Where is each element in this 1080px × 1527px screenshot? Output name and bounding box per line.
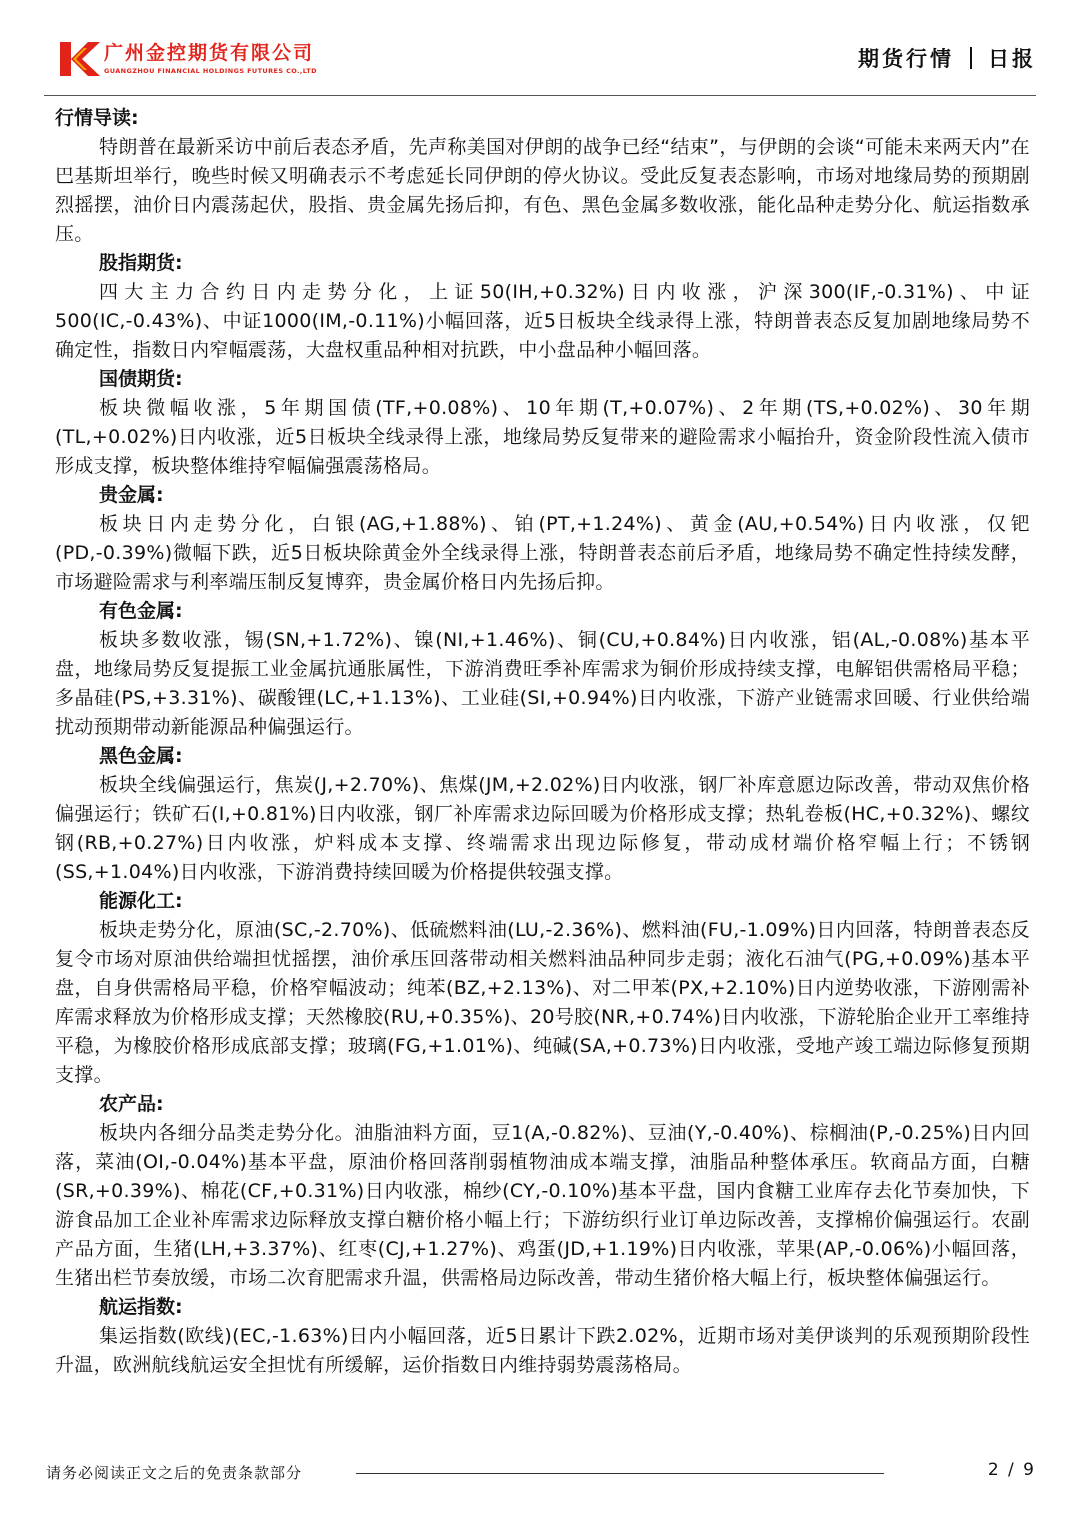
page-number: 2 / 9 bbox=[987, 1460, 1036, 1480]
company-name-en: GUANGZHOU FINANCIAL HOLDINGS FUTURES CO.,LTD bbox=[104, 67, 317, 75]
page-footer bbox=[0, 1458, 1080, 1488]
report-body bbox=[55, 104, 1030, 1380]
page-header bbox=[0, 0, 1080, 100]
section-title-treasury: 国债期货: bbox=[99, 368, 183, 390]
section-body-ferrous: 板块全线偏强运行，焦炭(J,+2.70%)、焦煤(JM,+2.02%)日内收涨，钢厂补库意愿边际改善，带动双焦价格偏强运行；铁矿石(I,+0.81%)日内收涨，钢厂补库需求边际回暖为价格形成支撑；热轧卷板(HC,+0.32%)、螺纹钢(RB,+0.27%)日内收涨，炉料成本支撑、终端需求出现边际修复，带动成材端价格窄幅上行；不锈钢(SS,+1.04%)日内收涨，下游消费持续回暖为价格提供较强支撑。 bbox=[55, 774, 1030, 883]
section-title-agriculture: 农产品: bbox=[99, 1093, 164, 1115]
footer-divider bbox=[356, 1473, 884, 1474]
report-label bbox=[858, 44, 1036, 74]
company-name-cn: 广州金控期货有限公司 bbox=[104, 42, 315, 64]
section-title-nonferrous: 有色金属: bbox=[99, 600, 183, 622]
company-logo-icon bbox=[60, 42, 100, 76]
section-body-precious-metals: 板块日内走势分化，白银(AG,+1.88%)、铂(PT,+1.24%)、黄金(AU,+0.54%)日内收涨，仅钯(PD,-0.39%)微幅下跌，近5日板块除黄金外全线录得上涨，特朗普表态前后矛盾，地缘局势不确定性持续发酵，市场避险需求与利率端压制反复博弈，贵金属价格日内先扬后抑。 bbox=[55, 513, 1030, 593]
section-body-shipping: 集运指数(欧线)(EC,-1.63%)日内小幅回落，近5日累计下跌2.02%，近期市场对美伊谈判的乐观预期阶段性升温，欧洲航线航运安全担忧有所缓解，运价指数日内维持弱势震荡格局。 bbox=[55, 1325, 1030, 1376]
section-body-energy-chem: 板块走势分化，原油(SC,-2.70%)、低硫燃料油(LU,-2.36%)、燃料油(FU,-1.09%)日内回落，特朗普表态反复令市场对原油供给端担忧摇摆，油价承压回落带动相关燃料油品种同步走弱；液化石油气(PG,+0.09%)基本平盘，自身供需格局平稳，价格窄幅波动；纯苯(BZ,+2.13%)、对二甲苯(PX,+2.10%)日内逆势收涨，下游刚需补库需求释放为价格形成支撑；天然橡胶(RU,+0.35%)、20号胶(NR,+0.74%)日内收涨，下游轮胎企业开工率维持平稳，为橡胶价格形成底部支撑；玻璃(FG,+1.01%)、纯碱(SA,+0.73%)日内收涨，受地产竣工端边际修复预期支撑。 bbox=[55, 919, 1030, 1086]
section-title-shipping: 航运指数: bbox=[99, 1296, 183, 1318]
disclaimer-note: 请务必阅读正文之后的免责条款部分 bbox=[46, 1464, 303, 1482]
report-type: 期货行情 bbox=[858, 46, 954, 71]
section-title-precious-metals: 贵金属: bbox=[99, 484, 164, 506]
section-title-ferrous: 黑色金属: bbox=[99, 745, 183, 767]
header-separator bbox=[970, 47, 972, 69]
header-divider bbox=[44, 95, 1036, 96]
section-body-nonferrous: 板块多数收涨，锡(SN,+1.72%)、镍(NI,+1.46%)、铜(CU,+0.84%)日内收涨，铝(AL,-0.08%)基本平盘，地缘局势反复提振工业金属抗通胀属性，下游消费旺季补库需求为铜价形成持续支撑，电解铝供需格局平稳；多晶硅(PS,+3.31%)、碳酸锂(LC,+1.13%)、工业硅(SI,+0.94%)日内收涨，下游产业链需求回暖、行业供给端扰动预期带动新能源品种偏强运行。 bbox=[55, 629, 1030, 738]
section-body-overview: 特朗普在最新采访中前后表态矛盾，先声称美国对伊朗的战争已经“结束”，与伊朗的会谈“可能未来两天内”在巴基斯坦举行，晚些时候又明确表示不考虑延长同伊朗的停火协议。受此反复表态影响，市场对地缘局势的预期剧烈摇摆，油价日内震荡起伏，股指、贵金属先扬后抑，有色、黑色金属多数收涨，能化品种走势分化、航运指数承压。 bbox=[55, 136, 1030, 245]
section-body-treasury: 板块微幅收涨，5年期国债(TF,+0.08%)、10年期(T,+0.07%)、2年期(TS,+0.02%)、30年期(TL,+0.02%)日内收涨，近5日板块全线录得上涨，地缘局势反复带来的避险需求小幅抬升，资金阶段性流入债市形成支撑，板块整体维持窄幅偏强震荡格局。 bbox=[55, 397, 1030, 477]
section-body-agriculture: 板块内各细分品类走势分化。油脂油料方面，豆1(A,-0.82%)、豆油(Y,-0.40%)、棕榈油(P,-0.25%)日内回落，菜油(OI,-0.04%)基本平盘，原油价格回落削弱植物油成本端支撑，油脂品种整体承压。软商品方面，白糖(SR,+0.39%)、棉花(CF,+0.31%)日内收涨，棉纱(CY,-0.10%)基本平盘，国内食糖工业库存去化节奏加快，下游食品加工企业补库需求边际释放支撑白糖价格小幅上行；下游纺织行业订单边际改善，支撑棉价偏强运行。农副产品方面，生猪(LH,+3.37%)、红枣(CJ,+1.27%)、鸡蛋(JD,+1.19%)日内收涨，苹果(AP,-0.06%)小幅回落，生猪出栏节奏放缓，市场二次育肥需求升温，供需格局边际改善，带动生猪价格大幅上行，板块整体偏强运行。 bbox=[55, 1122, 1030, 1289]
section-title-overview: 行情导读: bbox=[55, 107, 139, 129]
section-title-energy-chem: 能源化工: bbox=[99, 890, 183, 912]
section-body-stock-index: 四大主力合约日内走势分化，上证50(IH,+0.32%)日内收涨，沪深300(IF,-0.31%)、中证500(IC,-0.43%)、中证1000(IM,-0.11%)小幅回落，近5日板块全线录得上涨，特朗普表态反复加剧地缘局势不确定性，指数日内窄幅震荡，大盘权重品种相对抗跌，中小盘品种小幅回落。 bbox=[55, 281, 1030, 361]
section-title-stock-index: 股指期货: bbox=[99, 252, 183, 274]
report-frequency: 日报 bbox=[988, 46, 1036, 71]
